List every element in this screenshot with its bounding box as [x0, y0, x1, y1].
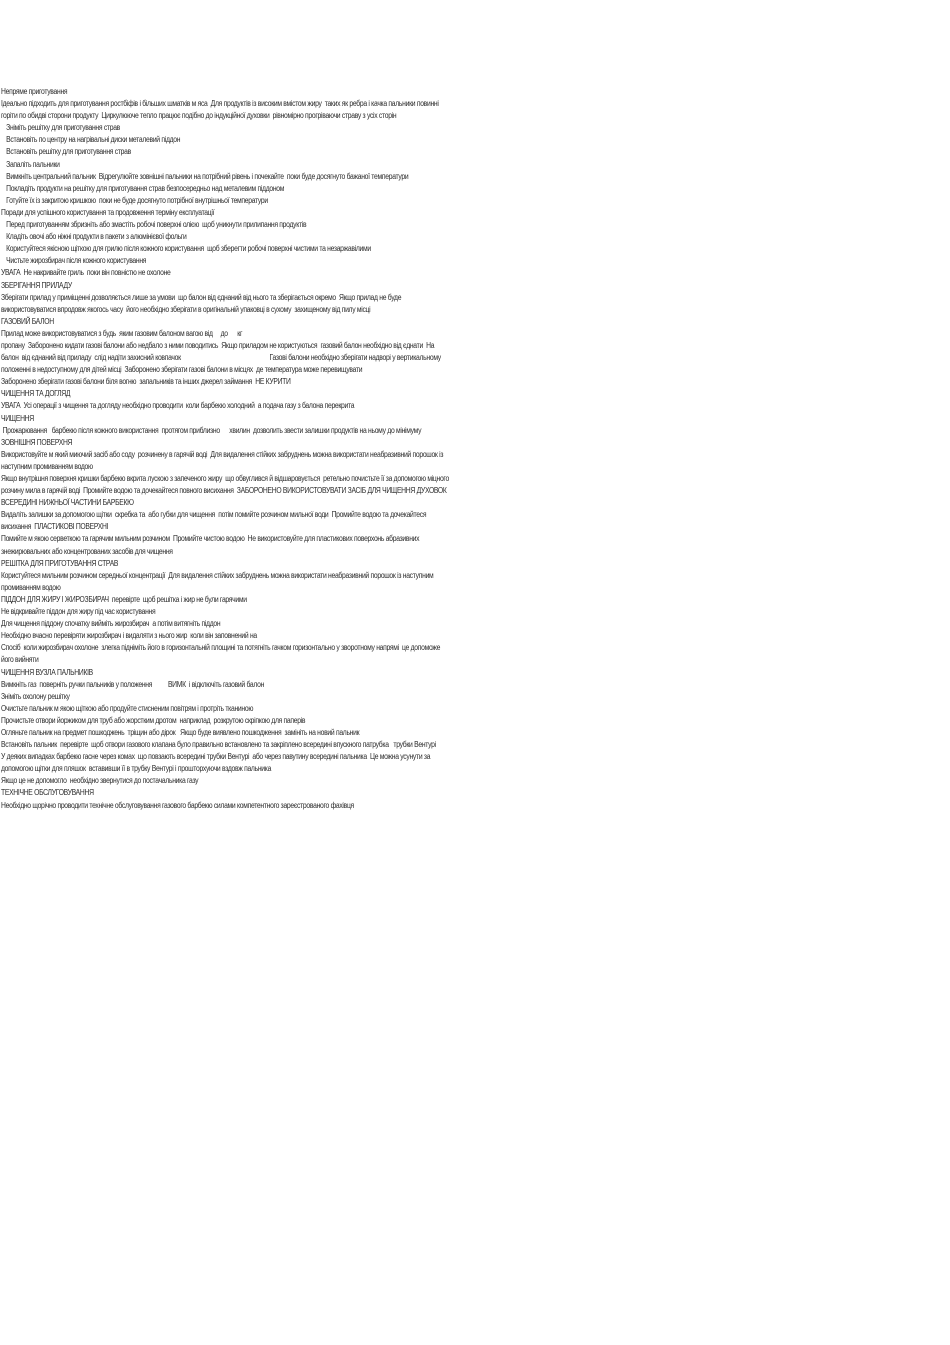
text-line: ПІДДОН ДЛЯ ЖИРУ І ЖИРОЗБИРАЧ перевірте щоб решітка і жир не були гарячими	[1, 594, 247, 604]
text-line: Вимкніть центральний пальник Відрегулюйте зовнішні пальники на потрібний рівень і почекайте поки буде досягнуто бажаної температури	[6, 171, 409, 181]
text-line: Необхідно щорічно проводити технічне обслуговування газового барбекю силами компетентного зареєстрованого фахівця	[1, 800, 354, 810]
text-line: Встановіть пальник перевірте щоб отвори газового клапана було правильно встановлено та закріплено всередині впускного патрубка трубки Вентурі	[1, 740, 436, 750]
text-line: Перед приготуванням збризніть або змастіть робочі поверхні олією щоб уникнути прилипання продуктів	[6, 220, 307, 230]
text-line: Встановіть решітку для приготування страв	[6, 147, 131, 157]
text-line: Поради для успішного користування та продовження терміну експлуатації	[1, 207, 215, 217]
text-line: Помийте м якою серветкою та гарячим мильним розчином Промийте чистою водою Не використовуйте для пластикових поверхонь абразивних знежирювальних або концентрованих засобів для чищення	[1, 534, 423, 556]
text-line: ЗОВНІШНЯ ПОВЕРХНЯ	[1, 437, 73, 447]
text-line: Прилад може використовуватися з будь яким газовим балоном вагою від до кг пропану Заборонено кидати газові балони або недбало з ними поводитись Якщо приладом не користуються газовий балон необхідно від єднати На балон від єднаний від приладу слід надіти захисний ковпачок Газові балони необхідно зберігати надворі у вертикальному положенні в недоступному для дітей місці Заборонено зберігати газові балони в місцях де температура може перевищувати	[1, 328, 441, 375]
text-line: У деяких випадках барбекю гасне через комах що повзають всередині трубки Вентурі або через павутину всередині пальника Це можна усунути за допомогою щітки для пляшок вставивши її в трубку Вентурі і прошторхуючи вздовж пальника	[1, 752, 432, 774]
text-line: ЗБЕРІГАННЯ ПРИЛАДУ	[1, 280, 72, 290]
text-line: УВАГА Усі операції з чищення та догляду необхідно проводити коли барбекю холодний а подача газу з балона перекрита	[1, 401, 355, 411]
text-line: Для чищення піддону спочатку вийміть жирозбирач а потім витягніть піддон	[1, 619, 221, 629]
text-line: Заборонено зберігати газові балони біля вогню запальників та інших джерел займання НЕ КУРИТИ	[1, 377, 291, 387]
text-line: Вимкніть газ поверніть ручки пальників у положення ВИМК і відключіть газовий балон	[1, 679, 265, 689]
text-line: Запаліть пальники	[6, 159, 60, 169]
text-line: Готуйте їх із закритою кришкою поки не буде досягнуто потрібної внутрішньої температури	[6, 195, 268, 205]
text-line: Встановіть по центру на нагрівальні диски металевий піддон	[6, 135, 181, 145]
text-line: Зніміть охолону решітку	[1, 691, 70, 701]
text-line: УВАГА Не накривайте гриль поки він повністю не охолоне	[1, 268, 171, 278]
text-line: Прочистьте отвори йоржиком для труб або жорстким дротом наприклад розкрутою скріпкою для паперів	[1, 715, 306, 725]
text-line: Прожарювання барбекю після кожного використання протягом приблизно хвилин дозволить звести залишки продуктів на ньому до мінімуму	[1, 425, 422, 435]
text-line: Видаліть залишки за допомогою щітки скребка та або губки для чищення потім помийте розчином мильної води Промийте водою та дочекайтеся висихання ПЛАСТИКОВІ ПОВЕРХНІ	[1, 510, 428, 532]
text-line: Спосіб коли жирозбирач охолоне злегка підніміть його в горизонтальній площині та потягніть гачком горизонтально у зворотному напрямі це допоможе його вийняти	[1, 643, 442, 665]
text-line: ЧИЩЕННЯ ВУЗЛА ПАЛЬНИКІВ	[1, 667, 93, 677]
document-body	[1, 86, 451, 812]
text-line: Покладіть продукти на решітку для приготування страв безпосередньо над металевим піддоном	[6, 183, 285, 193]
text-line: ВСЕРЕДИНІ НИЖНЬОЇ ЧАСТИНИ БАРБЕКЮ	[1, 498, 134, 508]
text-line: РЕШІТКА ДЛЯ ПРИГОТУВАННЯ СТРАВ	[1, 558, 119, 568]
text-line: Зберігати прилад у приміщенні дозволяється лише за умови що балон від єднаний від нього та зберігається окремо Якщо прилад не буде використовуватися впродовж якогось часу його необхідно зберігати в оригінальній упаковці в сухому захищеному від пилу місці	[1, 292, 403, 314]
text-line: Якщо внутрішня поверхня кришки барбекю вкрита лускою з запеченого жиру що обвуглився й відшаровується ретельно почистьте її за допомогою міцного розчину мила в гарячій воді Промийте водою та дочекайтеся повного висихання ЗАБОРОНЕНО ВИКОРИСТОВУВАТИ ЗАСІБ ДЛЯ ЧИЩЕННЯ ДУХОВОК	[1, 474, 451, 496]
text-line: Необхідно вчасно перевіряти жирозбирач і видаляти з нього жир коли він заповнений на	[1, 631, 257, 641]
text-line: Кладіть овочі або ніжні продукти в пакети з алюмінієвої фольги	[6, 232, 187, 242]
text-line: ЧИЩЕННЯ	[1, 413, 34, 423]
text-line: Очистьте пальник м якою щіткою або продуйте стисненим повітрям і протріть тканиною	[1, 703, 254, 713]
text-line: Використовуйте м який миючий засіб або соду розчинену в гарячій воді Для видалення стійких забруднень можна використати неабразивний порошок із наступним промиванням водою	[1, 449, 445, 471]
text-line: Якщо це не допомогло необхідно звернутися до постачальника газу	[1, 776, 199, 786]
text-line: Не відкривайте піддон для жиру під час користування	[1, 607, 156, 617]
text-line: Непряме приготування	[1, 87, 68, 96]
text-line: Ідеально підходить для приготування ростбіфів і більших шматків м яса Для продуктів із високим вмістом жиру таких як ребра і качка пальники повинні горіти по обидві сторони продукту Циркулююче тепло працює подібно до індукційної духовки рівномірно прогріваючи страву з усіх сторін	[1, 99, 441, 121]
text-line: ГАЗОВИЙ БАЛОН	[1, 316, 54, 326]
text-line: Користуйтеся якісною щіткою для грилю після кожного користування щоб зберегти робочі поверхні чистими та незаржавілими	[6, 244, 371, 254]
text-line: ЧИЩЕННЯ ТА ДОГЛЯД	[1, 389, 71, 399]
text-line: ТЕХНІЧНЕ ОБСЛУГОВУВАННЯ	[1, 788, 94, 798]
text-line: Чистьте жирозбирач після кожного користування	[6, 256, 147, 266]
text-line: Зніміть решітку для приготування страв	[6, 123, 120, 133]
text-line: Огляньте пальник на предмет пошкоджень тріщин або дірок Якщо буде виявлено пошкодження замініть на новий пальник	[1, 727, 360, 737]
text-line: Користуйтеся мильним розчином середньої концентрації Для видалення стійких забруднень можна використати неабразивний порошок із наступним промиванням водою	[1, 570, 436, 592]
